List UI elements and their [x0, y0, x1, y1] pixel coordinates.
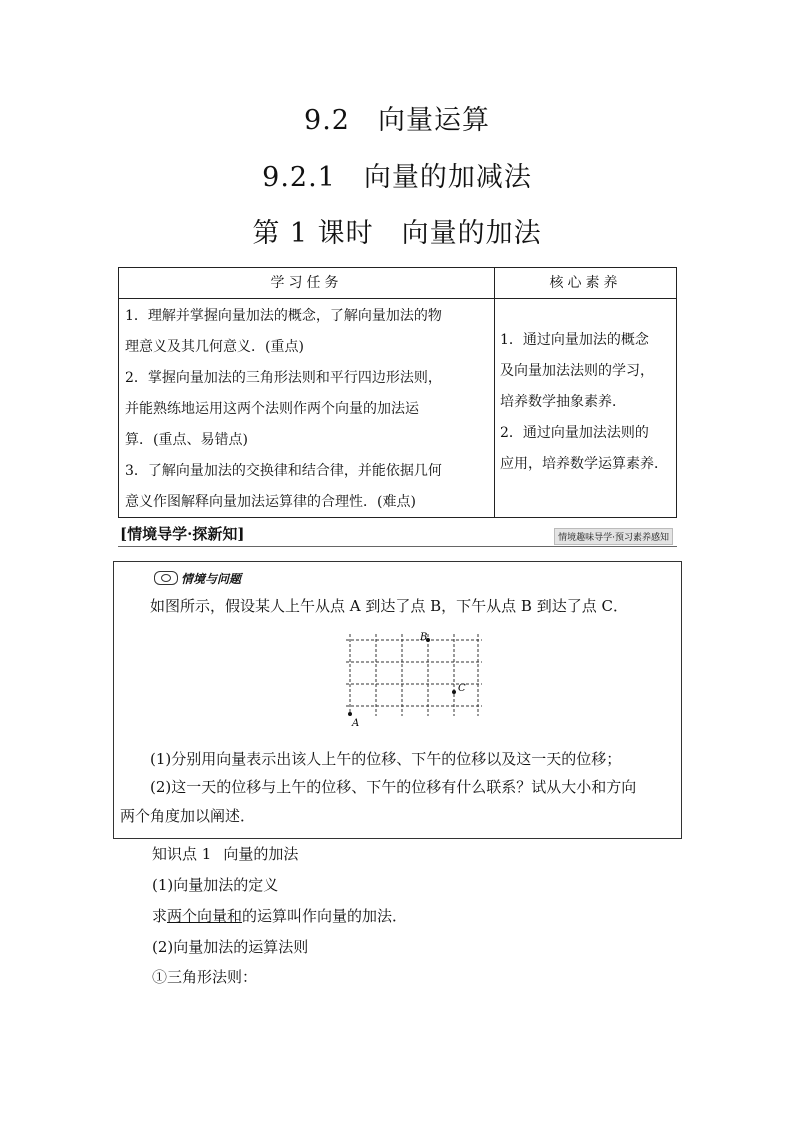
definition-underlined: 两个向量和 [167, 907, 243, 925]
task-line: 意义作图解释向量加法运算律的合理性．(难点) [125, 494, 416, 510]
section-title: 9.2 向量运算 [304, 105, 490, 136]
lesson-title: 第 1 课时 向量的加法 [252, 218, 542, 249]
rule-title: (2)向量加法的运算法则 [152, 938, 309, 956]
knowledge-point-heading [152, 843, 298, 864]
definition-prefix: 求 [152, 907, 168, 925]
scenario-intro: 如图所示，假设某人上午从点 A 到达了点 B，下午从点 B 到达了点 C． [150, 597, 628, 615]
knowledge-point-label: 知识点 1 [152, 845, 212, 863]
literacy-line: 1．通过向量加法的概念 [500, 332, 649, 348]
literacy-line: 培养数学抽象素养． [500, 394, 626, 410]
point-a [348, 712, 352, 716]
definition-title: (1)向量加法的定义 [152, 876, 279, 894]
literacy-line: 应用，培养数学运算素养． [500, 456, 668, 472]
question-2-line-2: 两个角度加以阐述． [120, 807, 256, 825]
label-c: C [458, 683, 466, 694]
label-a: A [352, 718, 360, 728]
scenario-badge-label: 情境与问题 [181, 571, 242, 586]
learning-tasks-cell [125, 301, 491, 518]
scenario-badge [154, 570, 241, 586]
triangle-rule: ①三角形法则： [152, 968, 258, 986]
subsection-title: 9.2.1 向量的加减法 [262, 162, 532, 193]
task-line: 3．了解向量加法的交换律和结合律，并能依据几何 [125, 463, 442, 479]
header-core-literacy: 核心素养 [549, 275, 622, 291]
point-c [452, 690, 456, 694]
core-literacy-cell [500, 325, 668, 480]
header-learning-tasks: 学习任务 [270, 275, 343, 291]
section-header-title: [情境导学·探新知] [120, 525, 245, 543]
definition-text [152, 905, 407, 926]
definition-suffix: 的运算叫作向量的加法． [242, 907, 408, 925]
section-header-tag: 情境趣味导学·预习素养感知 [554, 528, 673, 545]
task-line: 算．(重点、易错点) [125, 432, 248, 448]
task-line: 2．掌握向量加法的三角形法则和平行四边形法则， [125, 370, 442, 386]
grid-figure [344, 632, 484, 728]
section-header [118, 522, 677, 547]
table-divider [494, 268, 495, 517]
scenario-icon [154, 571, 178, 585]
knowledge-point-title: 向量的加法 [223, 845, 299, 863]
label-b: B [420, 632, 428, 643]
literacy-line: 及向量加法法则的学习， [500, 363, 654, 379]
question-1: (1)分别用向量表示出该人上午的位移、下午的位移以及这一天的位移； [150, 750, 622, 768]
task-line: 理意义及其几何意义．(重点) [125, 339, 304, 355]
literacy-line: 2．通过向量加法法则的 [500, 425, 649, 441]
scenario-box [113, 561, 682, 839]
task-line: 并能熟练地运用这两个法则作两个向量的加法运 [125, 401, 419, 417]
question-2-line-1: (2)这一天的位移与上午的位移、下午的位移有什么联系？试从大小和方向 [150, 778, 637, 796]
task-line: 1．理解并掌握向量加法的概念，了解向量加法的物 [125, 308, 442, 324]
